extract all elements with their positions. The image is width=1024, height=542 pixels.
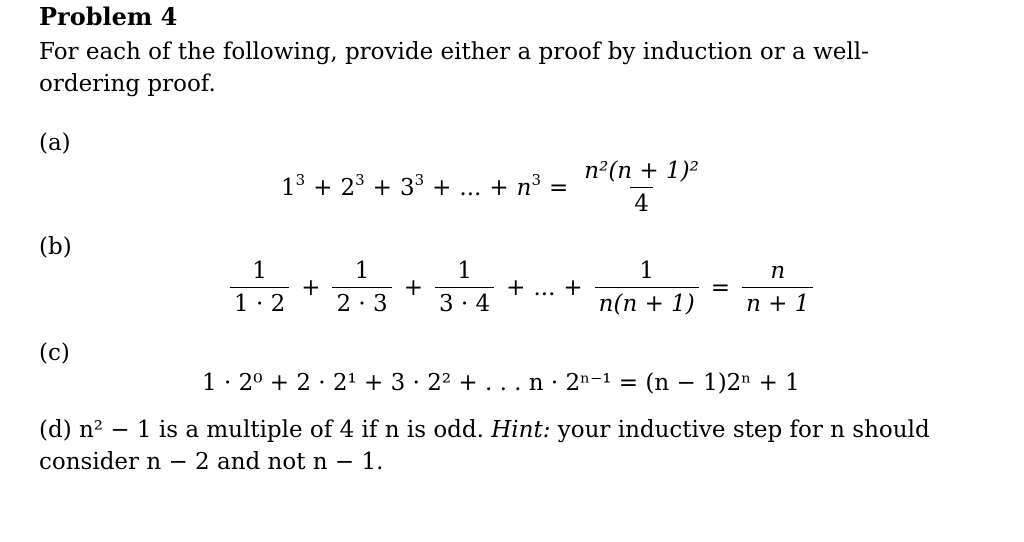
part-a-term-2: $2^3$ xyxy=(340,170,365,201)
part-b-rhs-fraction: $\frac{n}{n + 1}$ xyxy=(742,258,813,317)
part-d-text-1: n² − 1 is a multiple of 4 if n is odd. xyxy=(78,417,484,443)
part-b-dots: ... xyxy=(533,274,556,301)
part-a-rhs-numerator: n²(n + 1)² xyxy=(584,158,699,184)
part-b-fraction-2: $\frac{1}{2 \cdot 3}$ xyxy=(332,258,391,317)
part-c-equation: 1 · 2⁰ + 2 · 2¹ + 3 · 2² + . . . n · 2ⁿ⁻¹ = (n − 1)2ⁿ + 1 xyxy=(202,370,800,396)
part-a-term-1: $1^3$ xyxy=(281,170,306,201)
part-b-fraction-n: $\frac{1}{n(n + 1)}$ xyxy=(595,258,699,317)
part-a-rhs-denominator: 4 xyxy=(630,187,653,217)
part-b-label: (b) xyxy=(39,234,72,260)
part-a-label: (a) xyxy=(39,130,71,156)
part-a-dots: ... xyxy=(459,174,482,201)
problem-intro: For each of the following, provide either a proof by induction or a well-ordering proof. xyxy=(39,39,869,97)
part-c-label: (c) xyxy=(39,340,70,366)
problem-title: Problem 4 xyxy=(39,2,178,31)
part-a-term-3: $3^3$ xyxy=(399,170,425,201)
part-a-rhs-fraction xyxy=(580,158,703,217)
part-b-equation: $\frac{1}{1 \cdot 2}$ + $\frac{1}{2 \cdot 3}$ + $\frac{1}{3 \cdot 4}$ + ... + $\frac{1}{n(n + 1)}$ = $\frac{n}{n + 1}$ xyxy=(226,258,817,317)
part-d-hint-label: Hint: xyxy=(491,417,551,443)
part-d-text-2: your inductive step for n should consider n − 2 and not n − 1. xyxy=(39,417,930,475)
part-b-fraction-1: $\frac{1}{1 \cdot 2}$ xyxy=(230,258,289,317)
part-d-paragraph xyxy=(39,414,969,478)
part-b-fraction-3: $\frac{1}{3 \cdot 4}$ xyxy=(435,258,494,317)
part-a-equation: $1^3$ + $2^3$ + $3^3$ + ... + $n^3$ = $\frac{\text{n²(n + 1)²}}{4}$ xyxy=(281,158,707,217)
part-d-label: (d) xyxy=(39,417,72,443)
part-a-term-n: $n^3$ xyxy=(516,170,541,201)
